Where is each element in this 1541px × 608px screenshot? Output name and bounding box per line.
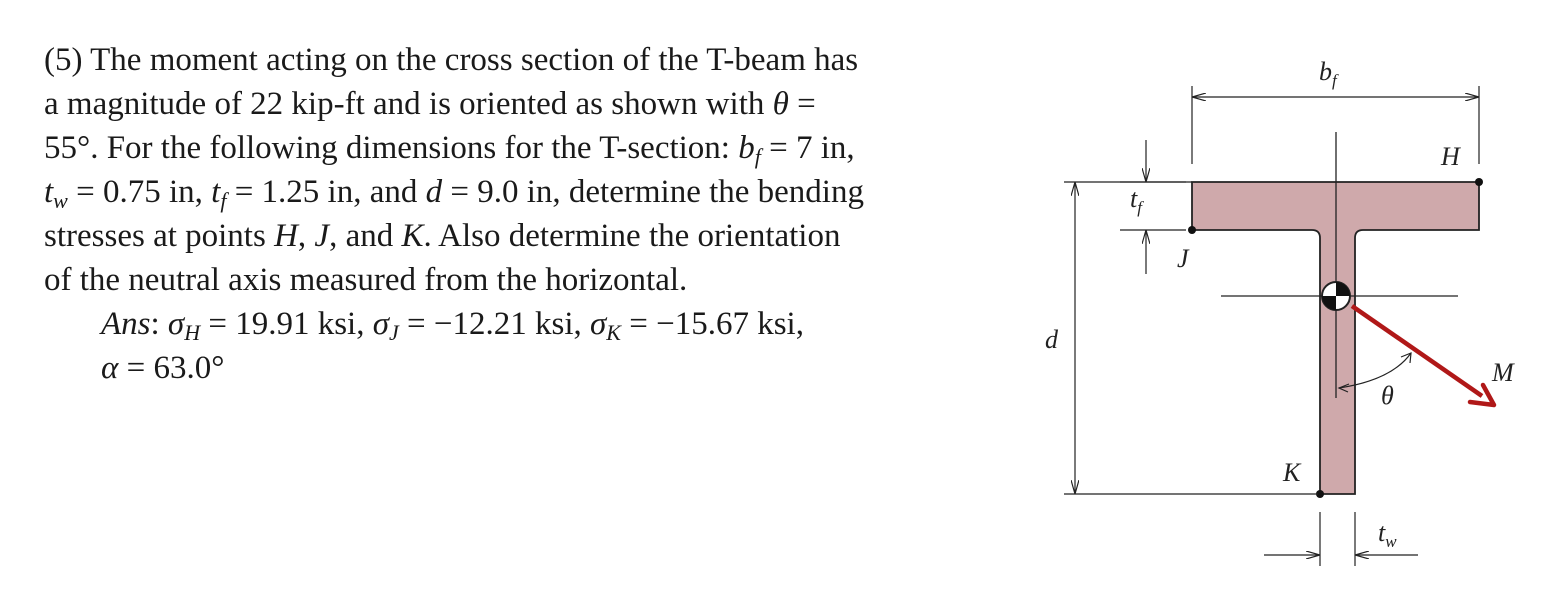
point-h	[1475, 178, 1483, 186]
moment-arrow	[1352, 306, 1494, 405]
problem-number: (5)	[44, 42, 83, 78]
point-j	[1188, 226, 1196, 234]
tf-symbol: t	[211, 174, 221, 210]
problem-line-1: (5) The moment acting on the cross section of the T-beam has	[44, 42, 859, 78]
answer-label: Ans	[101, 306, 151, 342]
label-d: d	[1045, 325, 1058, 354]
answer-line-2: α = 63.0°	[101, 350, 225, 386]
centroid-symbol	[1322, 282, 1350, 310]
problem-line-3: 55°. For the following dimensions for the T-section: $b_f = 7$ in,	[44, 130, 855, 169]
tw-symbol: t	[44, 174, 54, 210]
label-m: M	[1492, 358, 1514, 387]
problem-statement	[44, 38, 1024, 390]
label-tf: $t_f$	[1130, 184, 1142, 217]
problem-line-4: $t_w = 0.75$ in, $t_f = 1.25$ in, and d = 9.0 in, determine the bending	[44, 174, 864, 213]
problem-line-2: a magnitude of 22 kip-ft and is oriented as shown with θ =	[44, 86, 816, 122]
label-h: H	[1441, 142, 1460, 171]
label-theta: θ	[1381, 381, 1394, 410]
answer-sigma-h: = 19.91 ksi,	[200, 306, 373, 342]
label-j: J	[1177, 244, 1189, 273]
d-symbol: d	[425, 174, 443, 210]
problem-line-5: stresses at points H, J, and K. Also determine the orientation	[44, 218, 841, 254]
label-bf: $b_f$	[1319, 57, 1337, 90]
answer-alpha: = 63.0°	[118, 350, 225, 386]
label-tw: $t_w$	[1378, 518, 1397, 551]
answer-sigma-j: = −12.21 ksi,	[398, 306, 590, 342]
label-k: K	[1283, 458, 1301, 487]
answer-line-1: Ans: $\sigma_H = 19.91$ ksi, $\sigma_J = -12.21$ ksi, $\sigma_K = -15.67$ ksi,	[101, 306, 804, 345]
problem-line-6: of the neutral axis measured from the horizontal.	[44, 262, 688, 298]
theta-symbol: θ	[772, 86, 789, 122]
bf-symbol: b	[738, 130, 755, 166]
answer-sigma-k: = −15.67 ksi,	[620, 306, 804, 342]
t-beam-figure	[1030, 40, 1514, 580]
